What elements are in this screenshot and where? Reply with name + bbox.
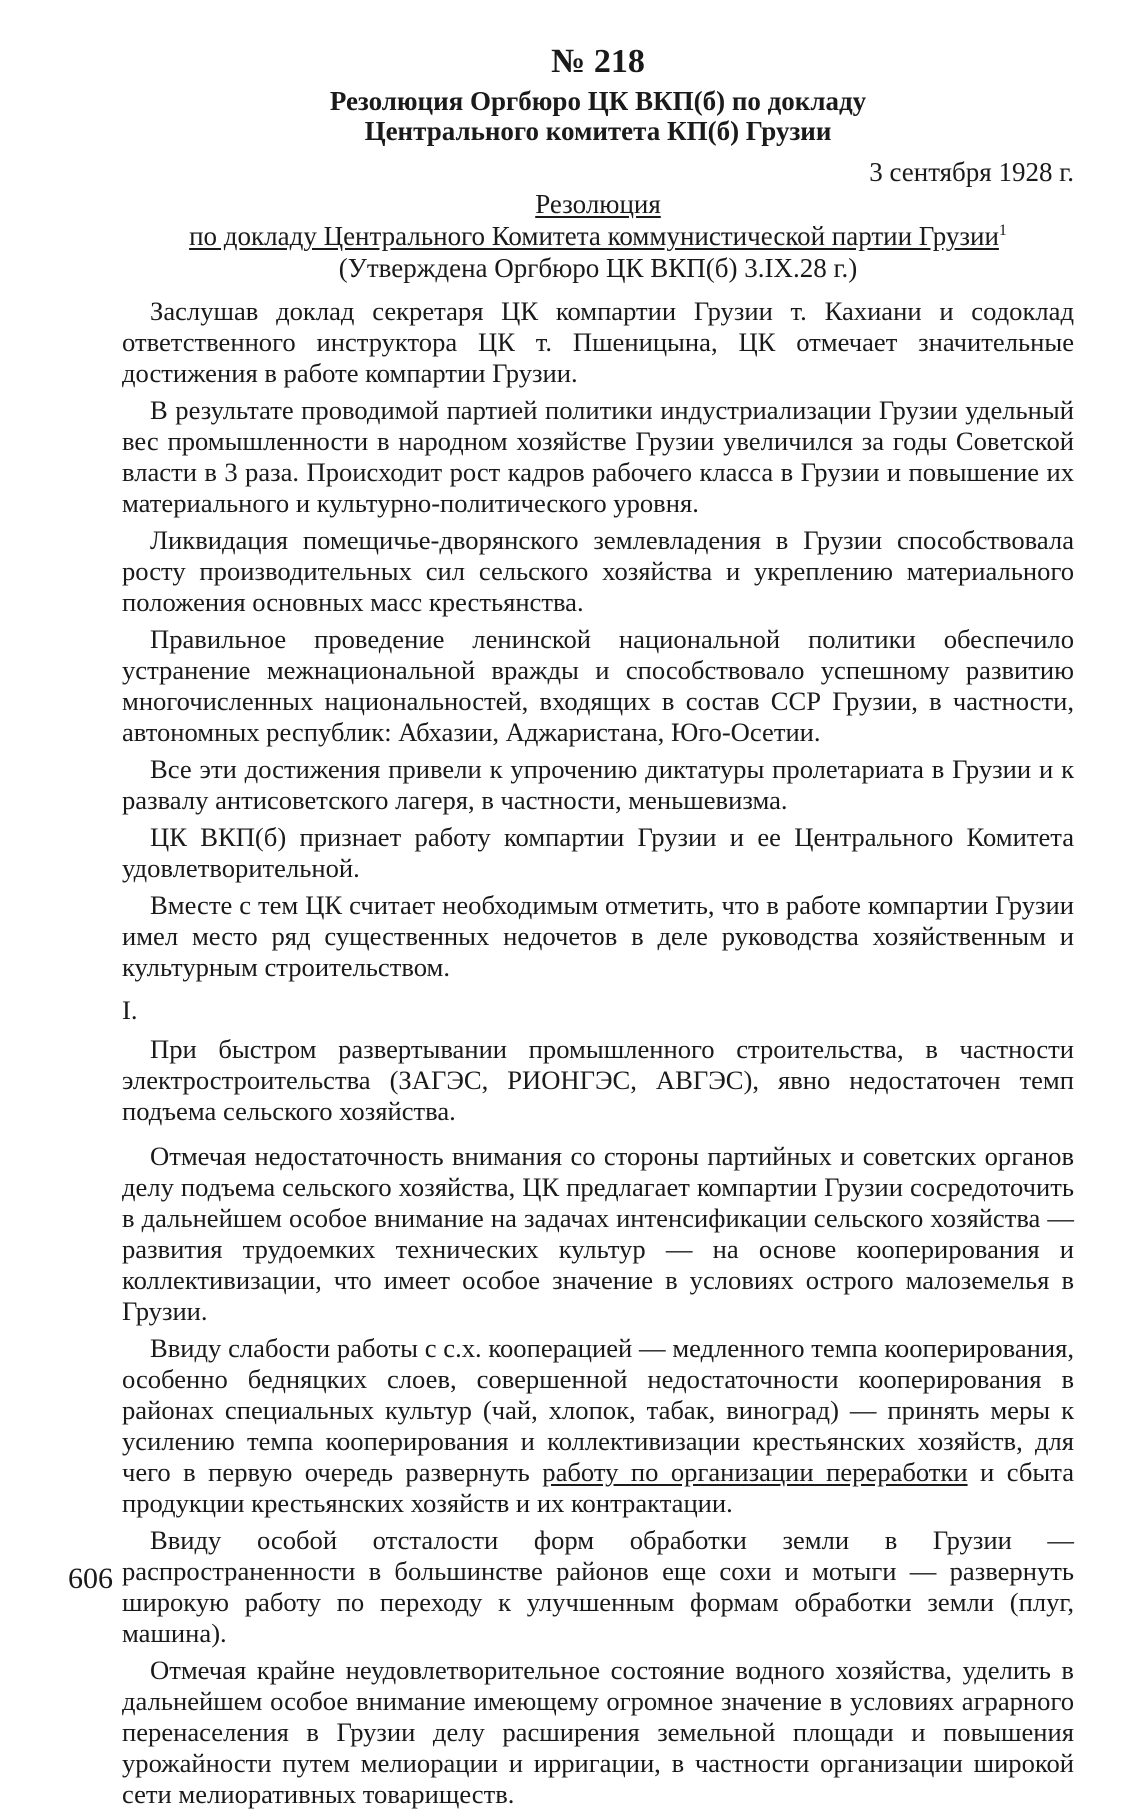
resolution-subtitle [122, 220, 1074, 252]
paragraph: ЦК ВКП(б) признает работу компартии Грузии и ее Центрального Комитета удовлетворительной. [122, 822, 1074, 883]
paragraph: При быстром развертывании промышленного строительства, в частности электростроительства (ЗАГЭС, РИОНГЭС, АВГЭС), явно недостаточен темп подъема сельского хозяйства. [122, 1034, 1074, 1126]
paragraph: Ликвидация помещичье-дворянского землевладения в Грузии способствовала росту производительных сил сельского хозяйства и укреплению материального положения основных масс крестьянства. [122, 525, 1074, 617]
page-number: 606 [68, 1562, 113, 1595]
resolution-heading [122, 188, 1074, 220]
approval-note: (Утверждена Оргбюро ЦК ВКП(б) 3.IX.28 г.) [338, 253, 858, 283]
document-title-line-2: Центрального комитета КП(б) Грузии [364, 116, 832, 146]
coop-text-underlined: работу по организации переработки [542, 1457, 968, 1487]
coop-text-before: Ввиду слабости работы с с.х. кооперацией — медленного темпа кооперирования, особенно бедняцких слоев, совершенной недостаточности кооперирования в районах специальных культур (чай, хлопок, табак, виноград) — принять меры к усилению темпа кооперирования и коллективизации крестьянских хозяйств, для чего в первую очередь развернуть [122, 1333, 1074, 1487]
paragraph: Отмечая недостаточность внимания со стороны партийных и советских органов делу подъема сельского хозяйства, ЦК предлагает компартии Грузии сосредоточить в дальнейшем особое внимание на задачах интенсификации сельского хозяйства — развития трудоемких технических культур — на основе кооперирования и коллективизации, что имеет особое значение в условиях острого малоземелья в Грузии. [122, 1141, 1074, 1326]
coop-text-after: и сбыта продукции крестьянских хозяйств и их контрактации. [122, 1457, 1074, 1518]
paragraph: Все эти достижения привели к упрочению диктатуры пролетариата в Грузии и к развалу антисоветского лагеря, в частности, меньшевизма. [122, 754, 1074, 815]
paragraph: Вместе с тем ЦК считает необходимым отметить, что в работе компартии Грузии имел место ряд существенных недочетов в деле руководства хозяйственным и культурным строительством. [122, 890, 1074, 982]
cooperation-paragraph [122, 1333, 1074, 1519]
resolution-heading-text: Резолюция [535, 189, 661, 219]
paragraph: В результате проводимой партией политики индустриализации Грузии удельный вес промышленности в народном хозяйстве Грузии увеличился за годы Советской власти в 3 раза. Происходит рост кадров рабочего класса в Грузии и повышение их материального и культурно-политического уровня. [122, 395, 1074, 518]
footnote-mark: 1 [998, 222, 1007, 239]
paragraph: Отмечая крайне неудовлетворительное состояние водного хозяйства, уделить в дальнейшем особое внимание имеющему огромное значение в условиях аграрного перенаселения в Грузии делу расширения земельной площади и повышения урожайности путем мелиорации и ирригации, в частности организации широкой сети мелиоративных товариществ. [122, 1655, 1074, 1809]
paragraph: Правильное проведение ленинской национальной политики обеспечило устранение межнациональной вражды и способствовало успешному развитию многочисленных национальностей, входящих в состав ССР Грузии, в частности, автономных республик: Абхазии, Аджаристана, Юго-Осетии. [122, 624, 1074, 747]
resolution-subtitle-text: по докладу Центрального Комитета коммунистической партии Грузии [189, 221, 999, 251]
document-date: 3 сентября 1928 г. [869, 157, 1074, 187]
section-numeral: I. [122, 995, 138, 1025]
paragraph: Ввиду особой отсталости форм обработки земли в Грузии — распространенности в большинстве районов еще сохи и мотыги — развернуть широкую работу по переходу к улучшенным формам обработки земли (плуг, машина). [122, 1525, 1074, 1648]
document-page [122, 42, 1074, 1816]
paragraph: Заслушав доклад секретаря ЦК компартии Грузии т. Кахиани и содоклад ответственного инструктора ЦК т. Пшеницына, ЦК отмечает значительные достижения в работе компартии Грузии. [122, 296, 1074, 388]
document-number: № 218 [551, 43, 645, 80]
document-title-line-1: Резолюция Оргбюро ЦК ВКП(б) по докладу [329, 86, 867, 116]
